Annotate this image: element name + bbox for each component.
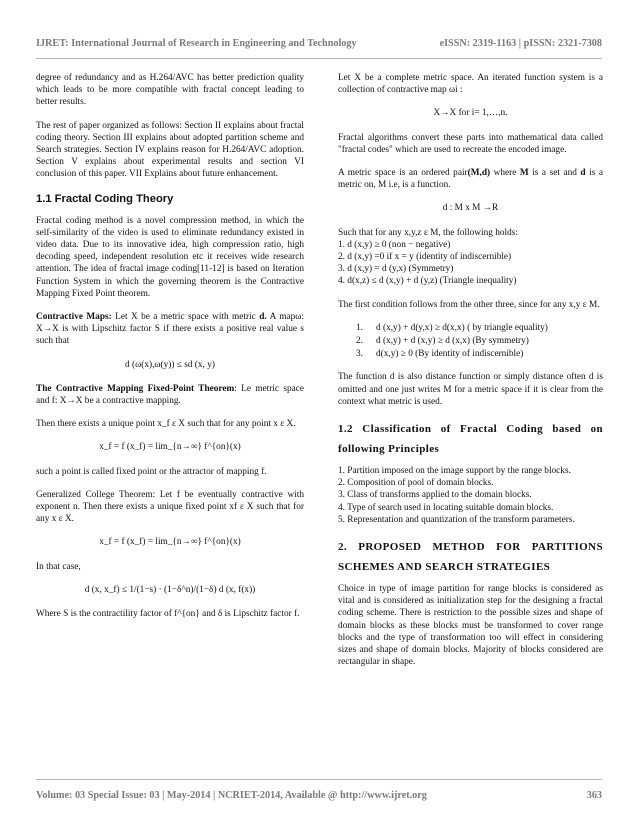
contractive-maps-paragraph [36, 311, 304, 348]
equation: d (x, x_f) ≤ 1/(1−s) · (1−δ^n)/(1−δ) d (x, f(x)) [84, 584, 256, 595]
equation: d : M x M →R [442, 203, 499, 214]
list-item: 4. d(x,z) ≤ d (x,y) + d (y,z) (Triangle inequality) [338, 276, 517, 287]
page-number: 363 [586, 790, 602, 801]
list-item: 3. d (x,y) = d (y,x) (Symmetry) [338, 264, 454, 275]
section-heading: 1.1 Fractal Coding Theory [36, 192, 174, 205]
term: The Contractive Mapping Fixed-Point Theorem [36, 383, 235, 394]
header-rule [36, 58, 602, 59]
list-item: 2. Composition of pool of domain blocks. [338, 478, 494, 489]
paragraph: Fractal algorithms convert these parts into mathematical data called "fractal codes" which are used to recreate the encoded image. [338, 132, 603, 155]
section-heading: 2. PROPOSED METHOD FOR PARTITIONS SCHEMES AND SEARCH STRATEGIES [338, 541, 603, 574]
list-item: 1. Partition imposed on the image support by the range blocks. [338, 466, 571, 477]
metric-axioms [338, 227, 603, 288]
term: (M,d) [467, 168, 491, 179]
equation: d (ω(x),ω(y)) ≤ sd (x, y) [125, 359, 215, 370]
footer-rule [36, 779, 602, 780]
left-column [36, 72, 304, 631]
paragraph: In that case, [36, 561, 81, 572]
metric-space-paragraph [338, 167, 603, 191]
term: d. [259, 312, 267, 323]
paragraph: Where S is the contractility factor of f^{on} and δ is Lipschitz factor f. [36, 609, 300, 620]
item-number: 1. [356, 322, 363, 333]
section-heading: 1.2 Classification of Fractal Coding based on following Principles [338, 423, 603, 456]
equation: X→X for i= 1,…,n. [433, 108, 508, 119]
equation: x_f = f (x_f) = lim_{n→∞} f^{on}(x) [99, 442, 241, 453]
term: Contractive Maps: [36, 312, 112, 323]
paragraph: The first condition follows from the other three, since for any x,y ε M. [338, 299, 600, 310]
running-header [36, 38, 602, 49]
list-item: Such that for any x,y,z ε M, the following holds: [338, 227, 518, 238]
list-item: 2. d (x,y) =0 if x = y (identity of indiscernible) [338, 252, 512, 263]
text: is a set and [528, 168, 581, 179]
text: is a metric on, M i.e, is a function. [338, 168, 603, 191]
equation: x_f = f (x_f) = lim_{n→∞} f^{on}(x) [99, 537, 241, 548]
derivation-list [356, 322, 603, 361]
text: Let X be a metric space with metric [111, 312, 260, 323]
text: A mapω: X→X is with Lipschitz factor S if there exists a positive real value s such that [36, 312, 304, 347]
term: M [519, 168, 529, 179]
theorem-paragraph [36, 383, 304, 407]
right-column [338, 72, 603, 680]
item-text: d (x,y) + d (x,y) ≥ d (x,x) (By symmetry) [376, 336, 529, 347]
paragraph: Let X be a complete metric space. An iterated function system is a collection of contractive map ωi : [338, 73, 603, 96]
paragraph: Choice in type of image partition for range blocks is considered as vital and is considered as initialization step for the designing a fractal coding scheme. There is restriction to the possible sizes and shape of domain blocks as these blocks must be transformed to cover range blocks and the type of transformation too will effect in considering sizes and shape of domain blocks. Majority of blocks considered are rectangular in shape. [338, 584, 603, 668]
list-item [356, 335, 603, 347]
item-text: d(x,y) ≥ 0 (By identity of indiscernible) [376, 349, 524, 360]
running-footer [36, 790, 602, 801]
paragraph: The rest of paper organized as follows: Section II explains about fractal coding theory. Section III explains about adopted partition scheme and Search strategies. Section IV explains reason for H.264/AVC adoption. Section V explains about experimental results and section VI conclusion of this paper. VII Explains about future enhancement. [36, 120, 304, 180]
list-item [356, 348, 603, 360]
paragraph: such a point is called fixed point or the attractor of mapping f. [36, 466, 267, 477]
principles-list [338, 465, 603, 526]
paragraph: Fractal coding method is a novel compression method, in which the self-similarity of the video is used to eliminate redundancy existed in video data. Due to its innovative idea, high compression ratio, high decoding speed, independent resolution etc it receives wide research attention. The idea of fractal image coding[11-12] is based on Iteration Function System in which the governing theorem is the Contractive Mapping Fixed Point theorem. [36, 215, 304, 299]
paragraph: The function d is also distance function or simply distance often d is omitted and one just writes M for a metric space if it is clear from the context what metric is used. [338, 372, 603, 407]
list-item: 1. d (x,y) ≥ 0 (non − negative) [338, 239, 451, 250]
item-number: 2. [356, 336, 363, 347]
issn: eISSN: 2319-1163 | pISSN: 2321-7308 [439, 38, 602, 49]
list-item: 5. Representation and quantization of the transform parameters. [338, 514, 575, 525]
volume-info: Volume: 03 Special Issue: 03 | May-2014 | NCRIET-2014, Available @ http://www.ijret.org [36, 790, 427, 801]
paragraph: Generalized College Theorem: Let f be eventually contractive with exponent n. Then there exists a unique fixed point xf ε X such that for any x ε X. [36, 489, 304, 525]
paragraph: degree of redundancy and as H.264/AVC has better prediction quality which leads to be more compatible with fractal concept leading to better results. [36, 73, 304, 108]
list-item: 4. Type of search used in locating suitable domain blocks. [338, 502, 554, 513]
text: A metric space is an ordered pair [338, 168, 468, 179]
paragraph: Then there exists a unique point x_f ε X such that for any point x ε X. [36, 419, 296, 430]
text: where [490, 168, 520, 179]
list-item: 3. Class of transforms applied to the domain blocks. [338, 490, 532, 501]
journal-title: IJRET: International Journal of Research in Engineering and Technology [36, 38, 357, 49]
item-number: 3. [356, 349, 363, 360]
text: : Le metric space and f: X→X be a contractive mapping. [36, 383, 304, 407]
list-item [356, 322, 603, 334]
item-text: d (x,y) + d(y,x) ≥ d(x,x) ( by triangle equality) [376, 322, 548, 333]
term: d [580, 168, 586, 179]
